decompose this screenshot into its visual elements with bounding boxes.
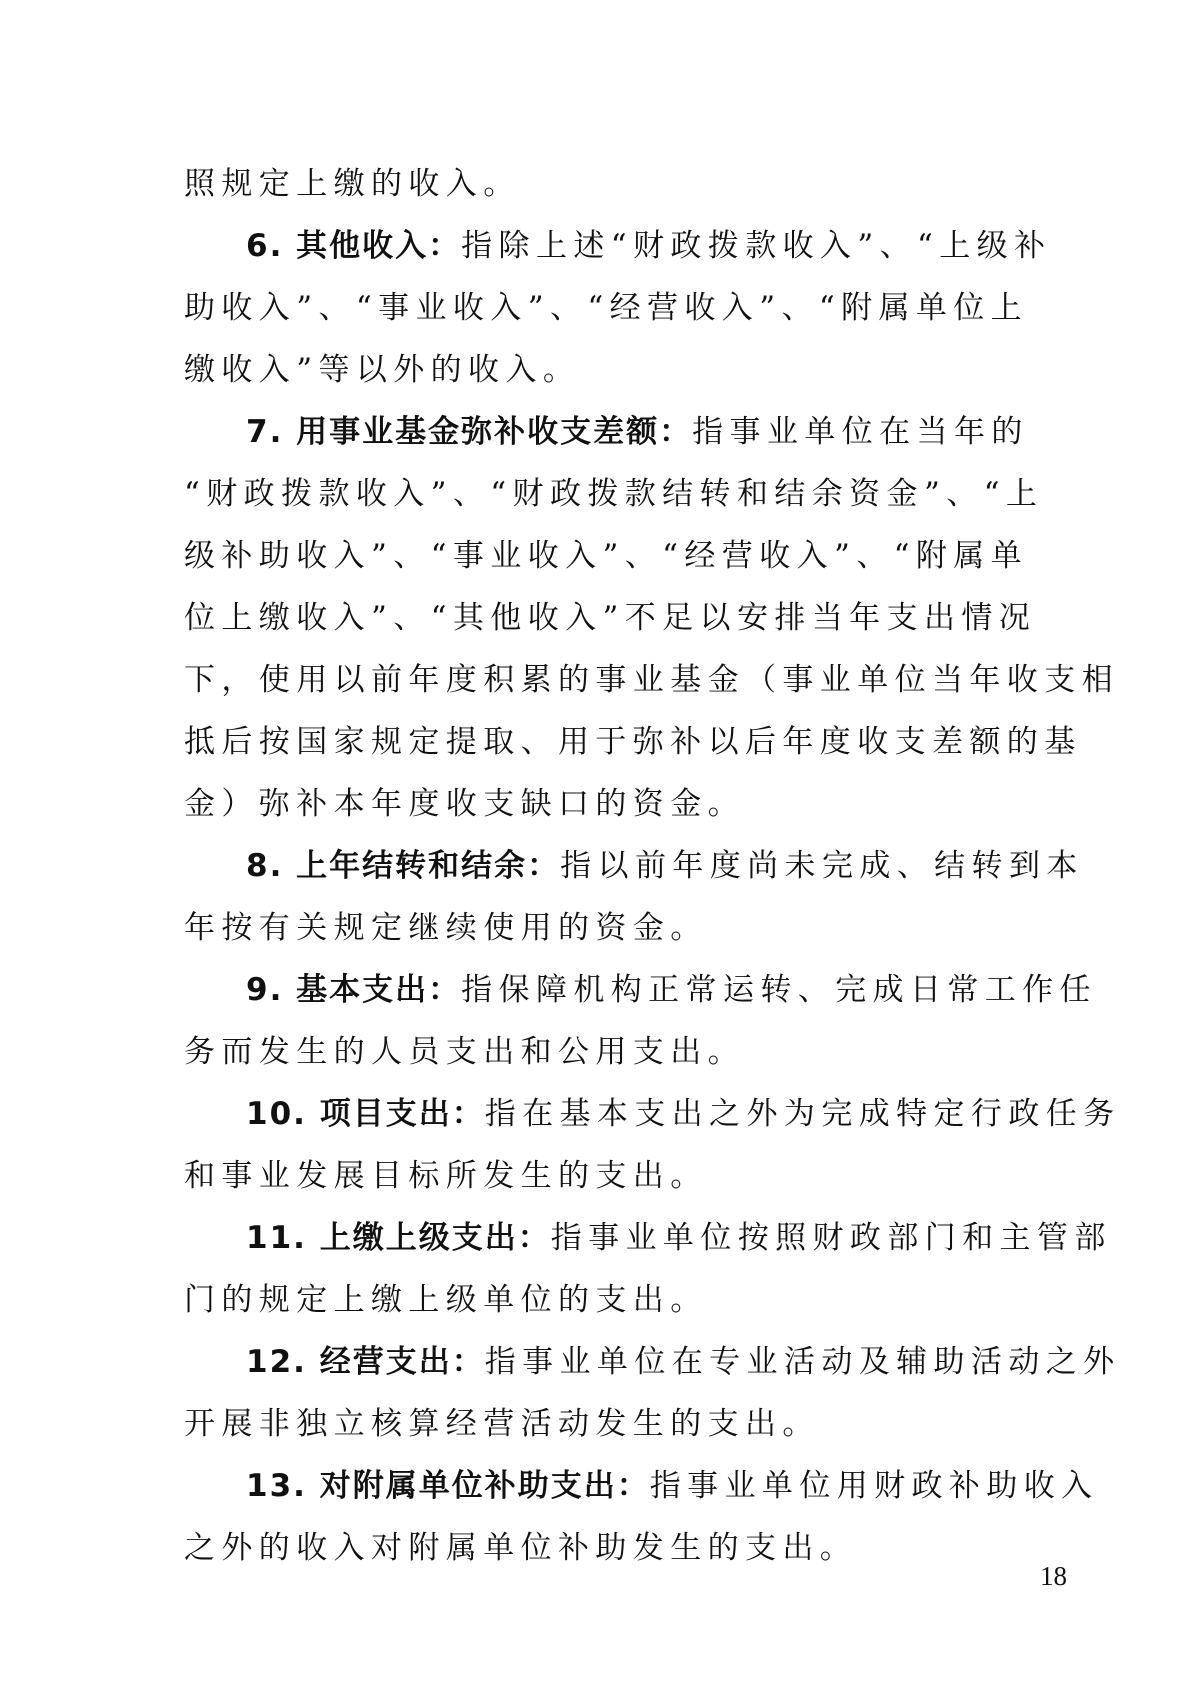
item-10-first-line [246, 1094, 1121, 1134]
item-7-first-line [246, 412, 1029, 452]
item-6-first-line [246, 226, 1051, 266]
item-8-first-line [246, 846, 1084, 886]
item-12-term: 12. 经营支出： [246, 1344, 485, 1380]
item-7-line-5: 下，使用以前年度积累的事业基金（事业单位当年收支相 [184, 662, 1119, 698]
item-6-text: 指除上述“财政拨款收入”、“上级补 [461, 228, 1052, 264]
item-7-line-3: 级补助收入”、“事业收入”、“经营收入”、“附属单 [184, 538, 1029, 574]
item-9-term: 9. 基本支出： [246, 972, 462, 1008]
item-12-line-2: 开展非独立核算经营活动发生的支出。 [184, 1406, 820, 1442]
item-7-line-7: 金）弥补本年度收支缺口的资金。 [184, 786, 745, 822]
item-9-first-line [246, 970, 1097, 1010]
item-6-term: 6. 其他收入： [246, 228, 462, 264]
page-number: 18 [1040, 1561, 1067, 1591]
item-9-text: 指保障机构正常运转、完成日常工作任 [461, 972, 1097, 1008]
item-11-text: 指事业单位按照财政部门和主管部 [550, 1220, 1112, 1256]
item-8-line-2: 年按有关规定继续使用的资金。 [184, 910, 708, 946]
item-10-line-2: 和事业发展目标所发生的支出。 [184, 1158, 708, 1194]
item-11-term: 11. 上缴上级支出： [246, 1220, 551, 1256]
item-8-text: 指以前年度尚未完成、结转到本 [560, 848, 1084, 884]
item-13-line-2: 之外的收入对附属单位补助发生的支出。 [184, 1530, 858, 1566]
item-13-term: 13. 对附属单位补助支出： [246, 1468, 650, 1504]
item-11-line-2: 门的规定上缴上级单位的支出。 [184, 1282, 708, 1318]
item-13-text: 指事业单位用财政补助收入 [649, 1468, 1099, 1504]
item-6-line-3: 缴收入”等以外的收入。 [184, 352, 581, 388]
item-13-first-line [246, 1466, 1099, 1506]
item-7-text: 指事业单位在当年的 [692, 414, 1029, 450]
item-9-line-2: 务而发生的人员支出和公用支出。 [184, 1034, 745, 1070]
paragraph-continuation-line: 照规定上缴的收入。 [184, 166, 521, 202]
item-12-text: 指事业单位在专业活动及辅助活动之外 [484, 1344, 1121, 1380]
item-8-term: 8. 上年结转和结余： [246, 848, 561, 884]
item-7-line-4: 位上缴收入”、“其他收入”不足以安排当年支出情况 [184, 600, 1037, 636]
item-12-first-line [246, 1342, 1121, 1382]
item-7-line-2: “财政拨款收入”、“财政拨款结转和结余资金”、“上 [184, 476, 1044, 512]
item-11-first-line [246, 1218, 1112, 1258]
item-7-term: 7. 用事业基金弥补收支差额： [246, 414, 693, 450]
item-6-line-2: 助收入”、“事业收入”、“经营收入”、“附属单位上 [184, 290, 1029, 326]
item-7-line-6: 抵后按国家规定提取、用于弥补以后年度收支差额的基 [184, 724, 1082, 760]
item-10-text: 指在基本支出之外为完成特定行政任务 [484, 1096, 1121, 1132]
item-10-term: 10. 项目支出： [246, 1096, 485, 1132]
